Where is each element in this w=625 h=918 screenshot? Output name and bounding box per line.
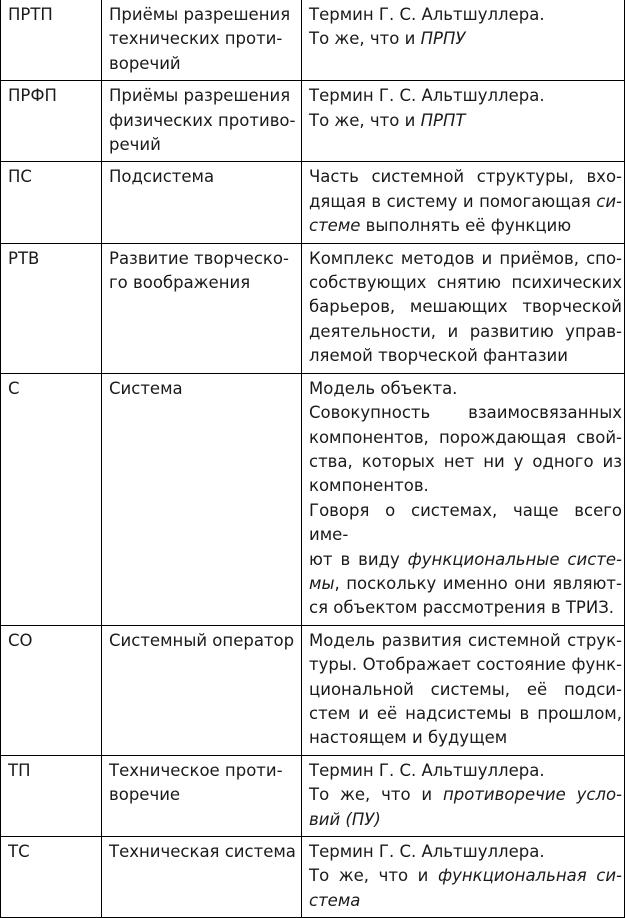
- abbreviation-cell: СО: [1, 625, 102, 755]
- italic-term: ПРПУ: [420, 29, 466, 49]
- abbreviation-cell: ПРФП: [1, 81, 102, 162]
- term-line: Развитие творческо-: [109, 248, 289, 268]
- definition-line: [309, 3, 622, 27]
- table-row: [1, 837, 625, 918]
- definition-cell: [302, 755, 625, 836]
- definition-text: циональной системы, её подси-: [309, 679, 622, 699]
- term-cell: [102, 0, 302, 81]
- term-line: физических противо-: [109, 110, 296, 130]
- definition-cell: [302, 243, 625, 373]
- italic-term: си-: [596, 191, 622, 211]
- definition-text: То же, что и: [309, 866, 438, 886]
- definition-text: настоящем и будущем: [309, 728, 508, 748]
- definition-cell: [302, 162, 625, 243]
- definition-text: Термин Г. С. Альтшуллера.: [309, 842, 545, 861]
- definition-line: [309, 344, 622, 368]
- definition-line: [309, 377, 622, 401]
- definition-line: [309, 572, 622, 596]
- definition-line: [309, 295, 622, 319]
- abbreviation-cell: РТВ: [1, 243, 102, 373]
- term-line: Подсистема: [109, 167, 215, 187]
- table-row: [1, 243, 625, 373]
- definition-text: Термин Г. С. Альтшуллера.: [309, 5, 545, 24]
- term-line: Техническая система: [109, 842, 296, 861]
- definition-line: [309, 190, 622, 214]
- definition-line: [309, 783, 622, 807]
- term-line: речий: [109, 135, 161, 155]
- definition-line: [309, 759, 622, 783]
- definition-line: [309, 247, 622, 271]
- definition-line: [309, 109, 622, 133]
- italic-term: противоречие усло-: [442, 785, 622, 805]
- italic-term: стема: [309, 890, 361, 910]
- table-row: [1, 755, 625, 836]
- definition-text: ляемой творческой фантазии: [309, 346, 568, 366]
- italic-term: ПРПТ: [420, 110, 466, 130]
- definition-line: [309, 214, 622, 238]
- definition-text: Модель развития системной струк-: [309, 630, 622, 650]
- italic-term: функциональные систе-: [407, 549, 622, 569]
- italic-term: мы: [309, 573, 335, 593]
- term-line: Приёмы разрешения: [109, 86, 291, 106]
- definition-line: [309, 840, 622, 864]
- table-row: [1, 0, 625, 81]
- term-cell: [102, 162, 302, 243]
- definition-text: выполнять её функцию: [360, 216, 572, 236]
- definition-text: деятельности, и развитию управ-: [309, 321, 622, 341]
- definition-text: ся объектом рассмотрения в ТРИЗ.: [309, 598, 615, 618]
- term-cell: [102, 373, 302, 625]
- table-row: [1, 81, 625, 162]
- definition-line: [309, 84, 622, 108]
- definition-text: компонентов.: [309, 476, 429, 496]
- definition-line: [309, 889, 622, 913]
- definition-text: дящая в систему и помогающая: [309, 191, 597, 211]
- term-line: Приёмы разрешения: [109, 5, 291, 24]
- definition-text: компонентов, порождающая свой-: [309, 427, 622, 447]
- term-cell: [102, 625, 302, 755]
- definition-text: , поскольку именно они являют-: [334, 573, 622, 593]
- definition-text: То же, что и: [309, 785, 443, 805]
- definition-line: [309, 702, 622, 726]
- definition-line: [309, 401, 622, 425]
- abbreviation-cell: С: [1, 373, 102, 625]
- definition-text: Совокупность взаимосвязанных: [309, 403, 622, 423]
- definition-line: [309, 726, 622, 750]
- term-line: воречие: [109, 785, 181, 805]
- definition-line: [309, 450, 622, 474]
- definition-line: [309, 320, 622, 344]
- definition-line: [309, 474, 622, 498]
- definition-line: [309, 165, 622, 189]
- table-row: [1, 162, 625, 243]
- table-row: [1, 625, 625, 755]
- term-cell: [102, 81, 302, 162]
- abbreviation-cell: ТП: [1, 755, 102, 836]
- abbreviation-cell: ПС: [1, 162, 102, 243]
- definition-line: [309, 499, 622, 548]
- term-line: технических проти-: [109, 29, 283, 49]
- term-cell: [102, 837, 302, 918]
- term-line: Техническое проти-: [109, 760, 283, 780]
- definition-text: Термин Г. С. Альтшуллера.: [309, 760, 545, 780]
- definition-text: То же, что и: [309, 29, 421, 49]
- definition-text: ют в виду: [309, 549, 408, 569]
- definition-cell: [302, 81, 625, 162]
- definition-line: [309, 808, 622, 832]
- definition-cell: [302, 0, 625, 81]
- definition-text: Термин Г. С. Альтшуллера.: [309, 86, 545, 106]
- abbreviation-cell: ПРТП: [1, 0, 102, 81]
- definition-line: [309, 271, 622, 295]
- term-line: воречий: [109, 53, 181, 73]
- definition-line: [309, 27, 622, 51]
- term-cell: [102, 243, 302, 373]
- term-line: Система: [109, 378, 183, 398]
- definition-text: собствующих снятию психических: [309, 273, 622, 293]
- definition-line: [309, 426, 622, 450]
- definition-cell: [302, 837, 625, 918]
- definition-text: ства, которых нет ни у одного из: [309, 451, 622, 471]
- abbreviation-cell: ТС: [1, 837, 102, 918]
- definition-text: туры. Отображает состояние функ-: [309, 655, 622, 675]
- definition-cell: [302, 625, 625, 755]
- definition-line: [309, 864, 622, 888]
- definition-line: [309, 653, 622, 677]
- definition-text: барьеров, мешающих творческой: [309, 297, 622, 317]
- definition-line: [309, 629, 622, 653]
- italic-term: вий (ПУ): [309, 809, 381, 829]
- term-line: го воображения: [109, 273, 251, 293]
- definition-line: [309, 548, 622, 572]
- definition-line: [309, 596, 622, 620]
- definition-text: Говоря о системах, чаще всего име-: [309, 500, 622, 545]
- italic-term: функциональная си-: [437, 866, 622, 886]
- definition-cell: [302, 373, 625, 625]
- italic-term: стеме: [309, 216, 361, 236]
- definition-line: [309, 678, 622, 702]
- definition-text: Комплекс методов и приёмов, спо-: [309, 248, 622, 268]
- definition-text: стем и её надсистемы в прошлом,: [309, 703, 622, 723]
- definition-text: То же, что и: [309, 110, 421, 130]
- table-row: [1, 373, 625, 625]
- definition-text: Модель объекта.: [309, 378, 458, 398]
- definition-text: Часть системной структуры, вхо-: [309, 167, 622, 187]
- table-body: [1, 0, 625, 918]
- term-line: Системный оператор: [109, 630, 295, 650]
- term-cell: [102, 755, 302, 836]
